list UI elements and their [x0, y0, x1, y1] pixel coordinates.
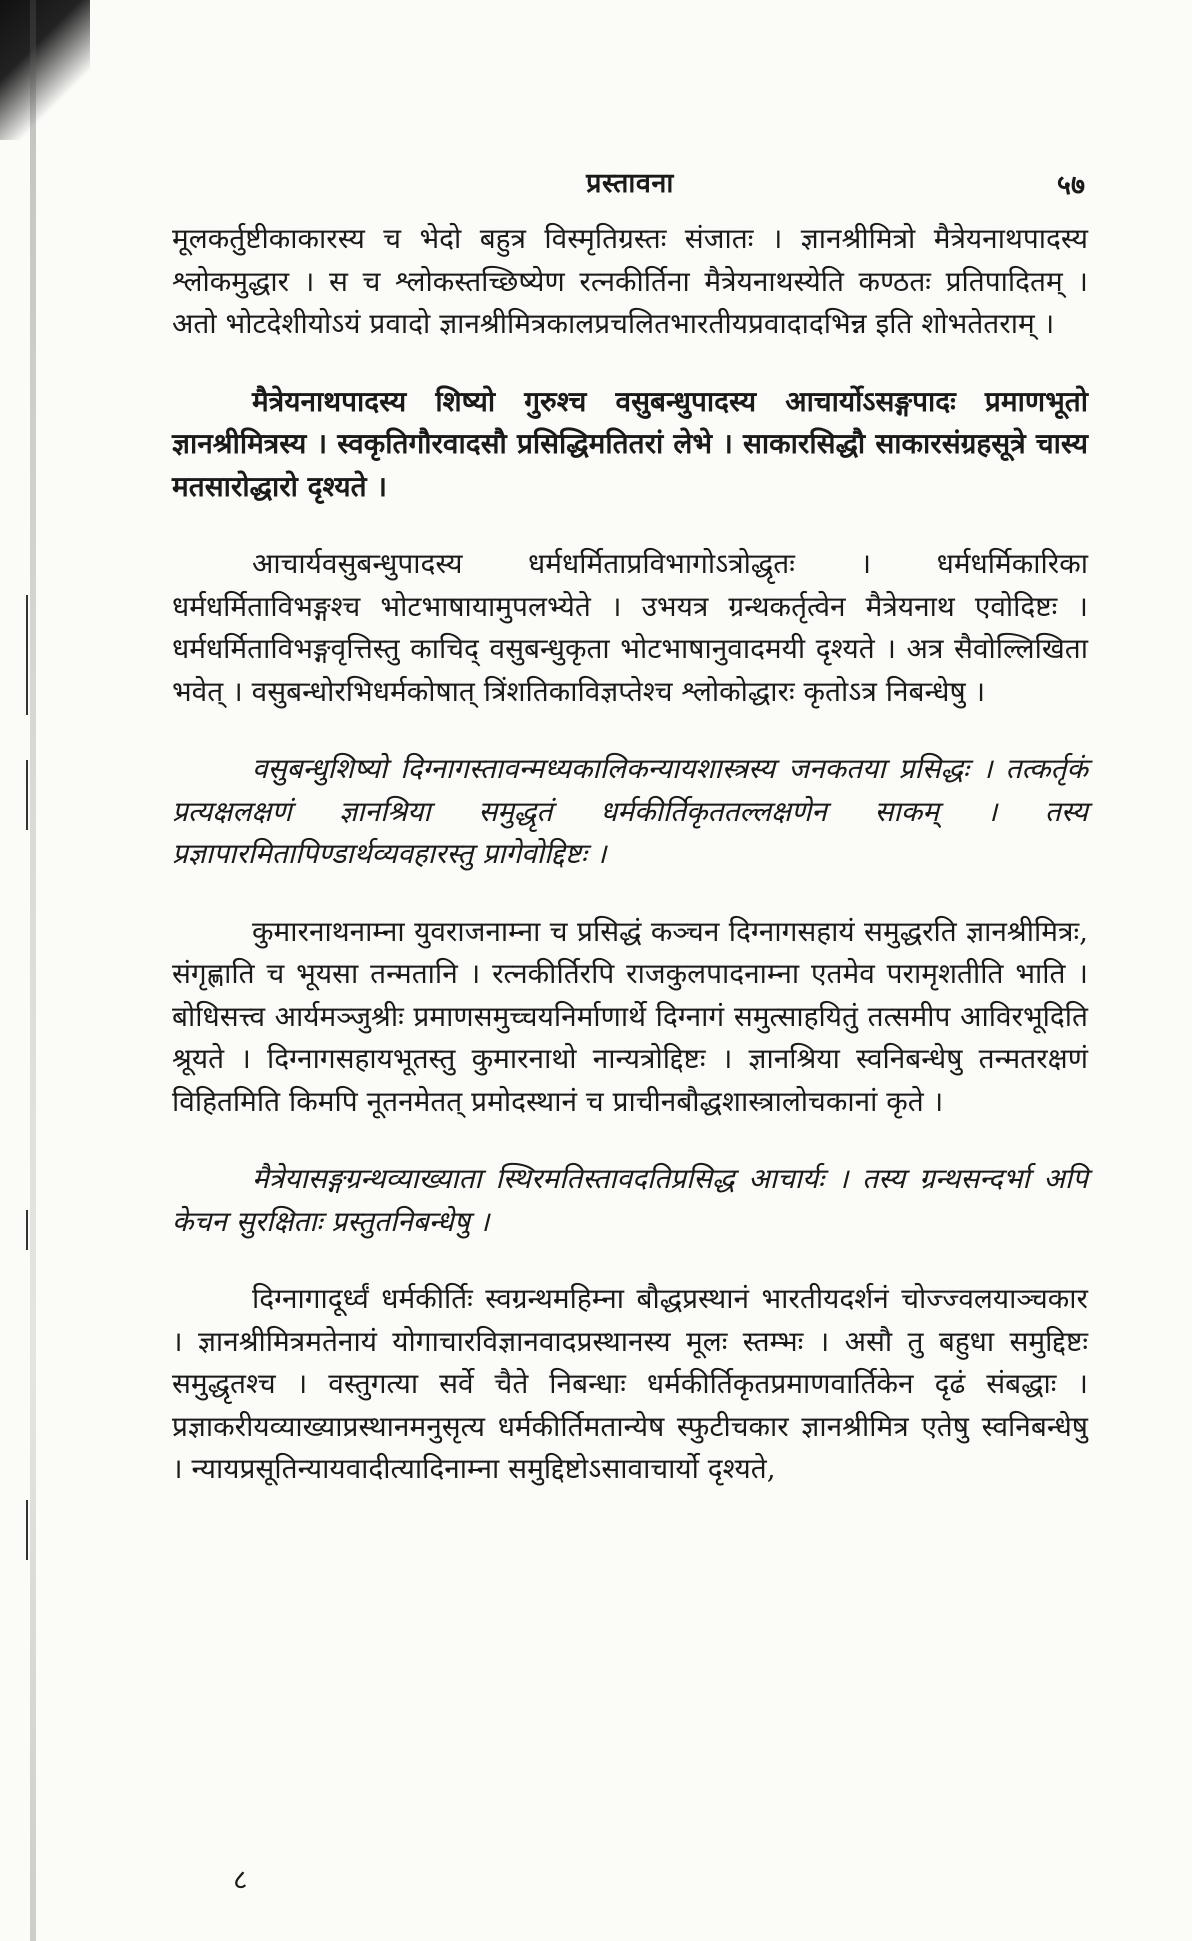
paragraph: दिग्नागादूर्ध्वं धर्मकीर्तिः स्वग्रन्थमहिम्ना बौद्धप्रस्थानं भारतीयदर्शनं चोज्ज्वलयाञ्चकार । ज्ञानश्रीमित्रमतेनायं योगाचारविज्ञानवादप्रस्थानस्य मूलः स्तम्भः । असौ तु बहुधा समुद्दिष्टः समुद्धृतश्च । वस्तुगत्या सर्वे चैते निबन्धाः धर्मकीर्तिकृतप्रमाणवार्तिकेन दृढं संबद्धाः । प्रज्ञाकरीयव्याख्याप्रस्थानमनुसृत्य धर्मकीर्तिमतान्येष स्फुटीचकार ज्ञानश्रीमित्र एतेषु स्वनिबन्धेषु । न्यायप्रसूतिन्यायवादीत्यादिनाम्ना समुद्दिष्टोऽसावाचार्यो दृश्यते,	[172, 1282, 1088, 1485]
paragraph: कुमारनाथनाम्ना युवराजनाम्ना च प्रसिद्धं कञ्चन दिग्नागसहायं समुद्धरति ज्ञानश्रीमित्रः, संगृह्णाति च भूयसा तन्मतानि । रत्नकीर्तिरपि राजकुलपादनाम्ना एतमेव परामृशतीति भाति । बोधिसत्त्व आर्यमञ्जुश्रीः प्रमाणसमुच्चयनिर्माणार्थे दिग्नागं समुत्साहयितुं तत्समीप आविरभूदिति श्रूयते । दिग्नागसहायभूतस्तु कुमारनाथो नान्यत्रोद्दिष्टः । ज्ञानश्रिया स्वनिबन्धेषु तन्मतरक्षणं विहितमिति किमपि नूतनमेतत् प्रमोदस्थानं च प्राचीनबौद्धशास्त्रालोचकानां कृते ।	[172, 914, 1088, 1118]
margin-mark	[26, 1500, 28, 1560]
margin-mark	[26, 760, 28, 830]
body-text	[172, 218, 1088, 1526]
paragraph: मैत्रेयनाथपादस्य शिष्यो गुरुश्च वसुबन्धुपादस्य आचार्योऽसङ्गपादः प्रमाणभूतो ज्ञानश्रीमित्रस्य । स्वकृतिगौरवादसौ प्रसिद्धिमतितरां लेभे । साकारसिद्धौ साकारसंग्रहसूत्रे चास्य मतसारोद्धारो दृश्यते ।	[172, 384, 1088, 503]
page-header	[175, 163, 1085, 203]
binding-strip	[30, 0, 36, 1941]
margin-mark	[26, 595, 28, 715]
running-head: प्रस्तावना	[586, 168, 674, 199]
paragraph: वसुबन्धुशिष्यो दिग्नागस्तावन्मध्यकालिकन्यायशास्त्रस्य जनकतया प्रसिद्धः । तत्कर्तृकं प्रत्यक्षलक्षणं ज्ञानश्रिया समुद्धृतं धर्मकीर्तिकृततल्लक्षणेन साकम् । तस्य प्रज्ञापारमितापिण्डार्थव्यवहारस्तु प्रागेवोद्दिष्टः ।	[172, 752, 1088, 870]
paragraph: आचार्यवसुबन्धुपादस्य धर्मधर्मिताप्रविभागोऽत्रोद्धृतः । धर्मधर्मिकारिका धर्मधर्मिताविभङ्गश्च भोटभाषायामुपलभ्येते । उभयत्र ग्रन्थकर्तृत्वेन मैत्रेयनाथ एवोदिष्टः । धर्मधर्मिताविभङ्गवृत्तिस्तु काचिद् वसुबन्धुकृता भोटभाषानुवादमयी दृश्यते । अत्र सैवोल्लिखिता भवेत् । वसुबन्धोरभिधर्मकोषात् त्रिंशतिकाविज्ञप्तेश्च श्लोकोद्धारः कृतोऽत्र निबन्धेषु ।	[172, 547, 1088, 708]
margin-mark	[26, 1210, 28, 1250]
page-number: ५७	[1056, 170, 1085, 201]
binding-shadow	[0, 0, 90, 140]
signature-mark: ८	[233, 1863, 248, 1896]
paragraph: मैत्रेयासङ्गग्रन्थव्याख्याता स्थिरमतिस्तावदतिप्रसिद्ध आचार्यः । तस्य ग्रन्थसन्दर्भा अपि केचन सुरक्षिताः प्रस्तुतनिबन्धेषु ।	[172, 1162, 1088, 1238]
paragraph: मूलकर्तुष्टीकाकारस्य च भेदो बहुत्र विस्मृतिग्रस्तः संजातः । ज्ञानश्रीमित्रो मैत्रेयनाथपादस्य श्लोकमुद्धार । स च श्लोकस्तच्छिष्येण रत्नकीर्तिना मैत्रेयनाथस्येति कण्ठतः प्रतिपादितम् । अतो भोटदेशीयोऽयं प्रवादो ज्ञानश्रीमित्रकालप्रचलितभारतीयप्रवादादभिन्न इति शोभतेतराम् ।	[172, 222, 1088, 340]
